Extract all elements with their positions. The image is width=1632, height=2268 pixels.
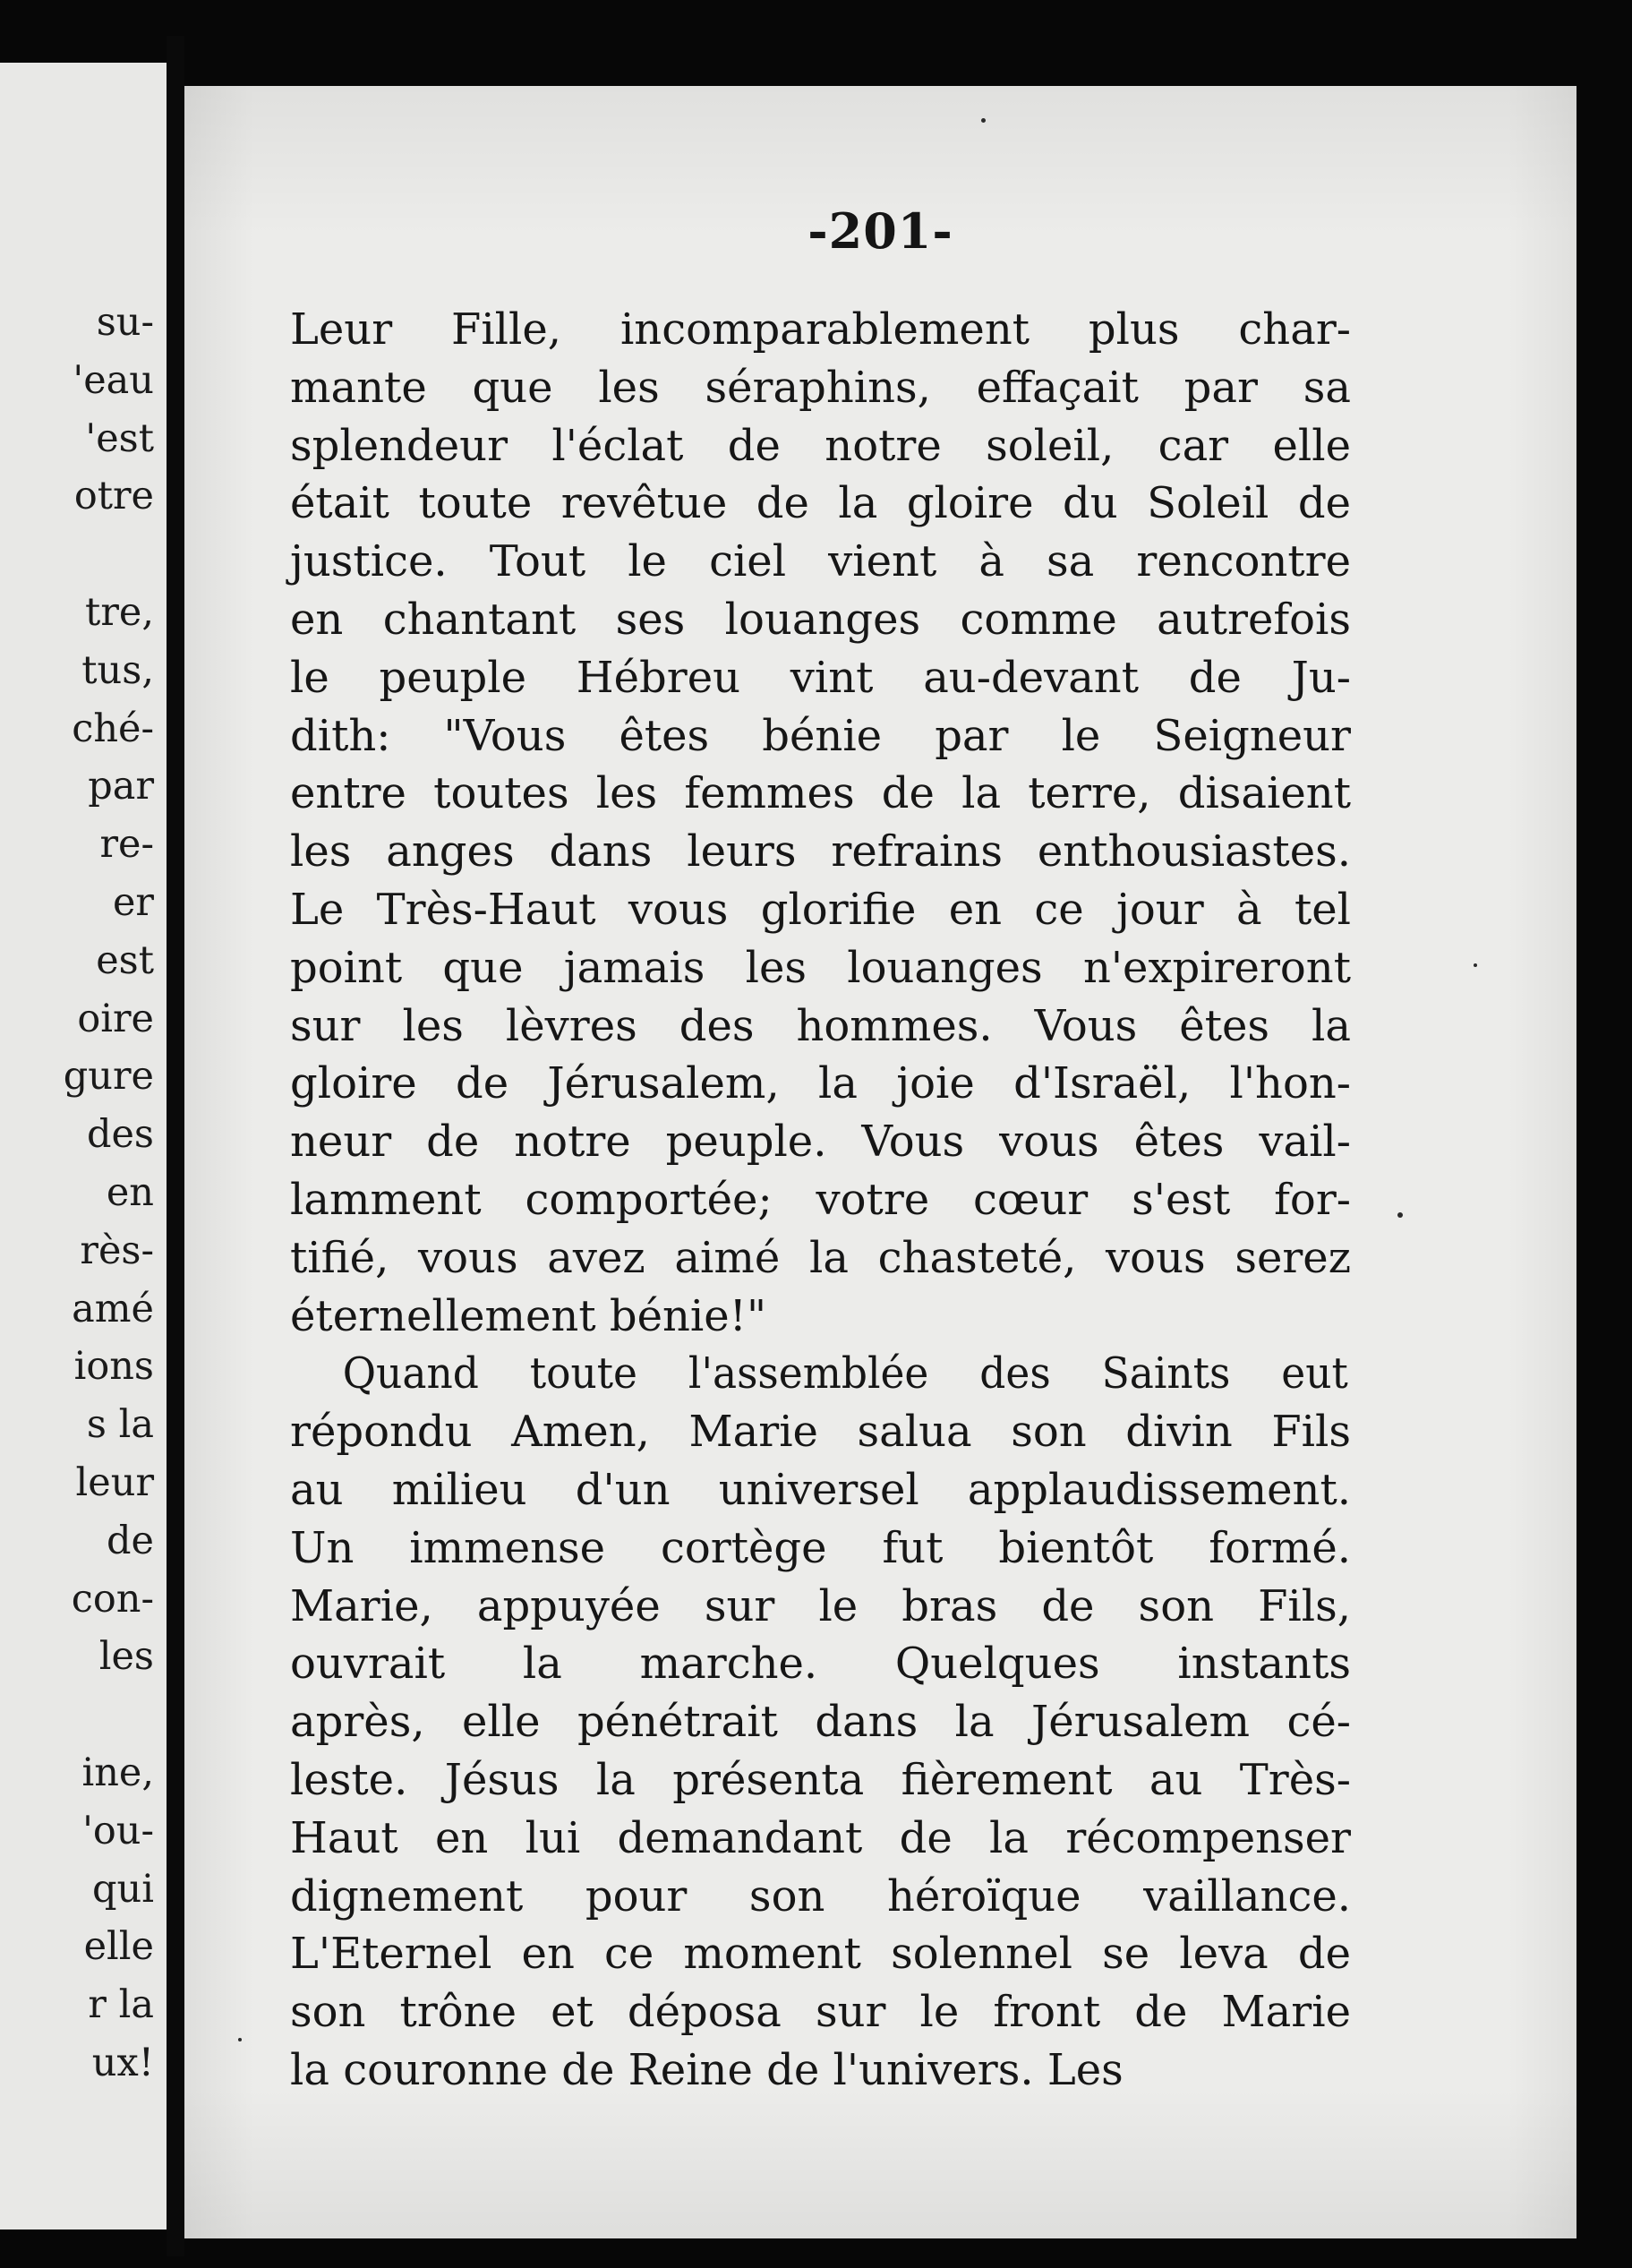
previous-page-line-fragment: otre — [73, 474, 154, 519]
print-speck — [1397, 1212, 1403, 1218]
previous-page-line-fragment — [64, 526, 154, 584]
previous-page-line-fragment — [64, 1686, 154, 1744]
previous-page-line-fragment: re- — [99, 822, 154, 868]
previous-page-line-fragment: par — [88, 764, 154, 809]
previous-page-line-fragment: tre, — [85, 589, 154, 635]
previous-page-line-fragment: r la — [88, 1982, 154, 2028]
text-line: L'Eternel en ce moment solennel se leva de — [290, 1929, 1351, 1980]
previous-page-line-fragment: ine, — [81, 1750, 154, 1795]
previous-page-edge — [0, 63, 167, 2229]
text-line: était toute revêtue de la gloire du Soleil de — [290, 478, 1351, 529]
previous-page-line-fragment: en — [106, 1169, 154, 1215]
text-line: Un immense cortège fut bientôt formé. — [290, 1522, 1351, 1573]
page-body-text — [290, 301, 1351, 2100]
previous-page-line-fragment: leur — [75, 1459, 154, 1505]
text-line: sur les lèvres des hommes. Vous êtes la — [290, 1000, 1351, 1051]
text-line: lamment comportée; votre cœur s'est for- — [290, 1174, 1351, 1225]
text-line: neur de notre peuple. Vous vous êtes vail- — [290, 1117, 1351, 1168]
previous-page-line-fragment: elle — [83, 1924, 154, 1970]
print-speck — [1474, 963, 1477, 967]
text-line: Leur Fille, incomparablement plus char- — [290, 304, 1351, 355]
previous-page-line-fragment: 'ou- — [82, 1808, 154, 1853]
text-line: répondu Amen, Marie salua son divin Fils — [290, 1407, 1351, 1458]
previous-page-line-fragment: rès- — [80, 1228, 154, 1273]
previous-page-line-fragment: des — [86, 1112, 154, 1158]
text-line: tifié, vous avez aimé la chasteté, vous serez — [290, 1232, 1351, 1283]
text-line: Haut en lui demandant de la récompenser — [290, 1812, 1351, 1863]
text-line: Quand toute l'assemblée des Saints eut — [342, 1348, 1348, 1399]
previous-page-line-endings — [64, 294, 154, 2093]
text-line: leste. Jésus la présenta fièrement au Très- — [290, 1754, 1351, 1805]
text-line: entre toutes les femmes de la terre, disaient — [290, 768, 1351, 819]
previous-page-line-fragment: tus, — [81, 647, 154, 693]
text-line: les anges dans leurs refrains enthousiastes. — [290, 826, 1351, 877]
text-line: éternellement bénie!" — [290, 1290, 767, 1341]
previous-page-line-fragment: gure — [63, 1054, 154, 1100]
previous-page-line-fragment: est — [96, 937, 154, 983]
previous-page-line-fragment: amé — [72, 1286, 154, 1331]
text-line: Marie, appuyée sur le bras de son Fils, — [290, 1580, 1351, 1631]
book-page — [184, 86, 1576, 2238]
text-line: dith: "Vous êtes bénie par le Seigneur — [290, 710, 1351, 761]
text-line: son trône et déposa sur le front de Marie — [290, 1987, 1351, 2038]
text-line: splendeur l'éclat de notre soleil, car elle — [290, 420, 1351, 471]
previous-page-line-fragment: 'eau — [73, 357, 154, 403]
book-gutter — [167, 36, 184, 2256]
previous-page-line-fragment: ions — [73, 1344, 154, 1390]
paragraph — [290, 1345, 1351, 2099]
text-line: gloire de Jérusalem, la joie d'Israël, l'hon- — [290, 1058, 1351, 1109]
text-line: ouvrait la marche. Quelques instants — [290, 1639, 1351, 1690]
print-speck — [238, 2038, 242, 2041]
text-line: justice. Tout le ciel vient à sa rencontre — [290, 536, 1351, 587]
text-line: mante que les séraphins, effaçait par sa — [290, 362, 1351, 413]
print-speck — [981, 118, 986, 123]
text-line: point que jamais les louanges n'expireront — [290, 942, 1351, 993]
text-line: Le Très-Haut vous glorifie en ce jour à tel — [290, 884, 1351, 935]
previous-page-line-fragment: ux! — [91, 2040, 154, 2085]
previous-page-line-fragment: 'est — [85, 415, 154, 461]
previous-page-line-fragment: con- — [71, 1576, 154, 1622]
previous-page-line-fragment: de — [107, 1518, 154, 1563]
text-line: en chantant ses louanges comme autrefois — [290, 594, 1351, 645]
previous-page-line-fragment: su- — [96, 300, 154, 345]
text-line: la couronne de Reine de l'univers. Les — [290, 2044, 1124, 2095]
text-line: le peuple Hébreu vint au-devant de Ju- — [290, 652, 1351, 703]
previous-page-line-fragment: les — [98, 1634, 154, 1680]
previous-page-line-fragment: er — [112, 879, 154, 925]
text-line: après, elle pénétrait dans la Jérusalem cé- — [290, 1697, 1351, 1748]
text-line: dignement pour son héroïque vaillance. — [290, 1870, 1351, 1921]
text-line: au milieu d'un universel applaudissement. — [290, 1464, 1351, 1515]
previous-page-line-fragment: s la — [86, 1402, 154, 1448]
previous-page-line-fragment: qui — [92, 1866, 154, 1912]
previous-page-line-fragment: ché- — [72, 706, 154, 751]
paragraph — [290, 301, 1351, 1345]
previous-page-line-fragment: oire — [77, 996, 154, 1041]
page-number: -201- — [807, 202, 953, 260]
